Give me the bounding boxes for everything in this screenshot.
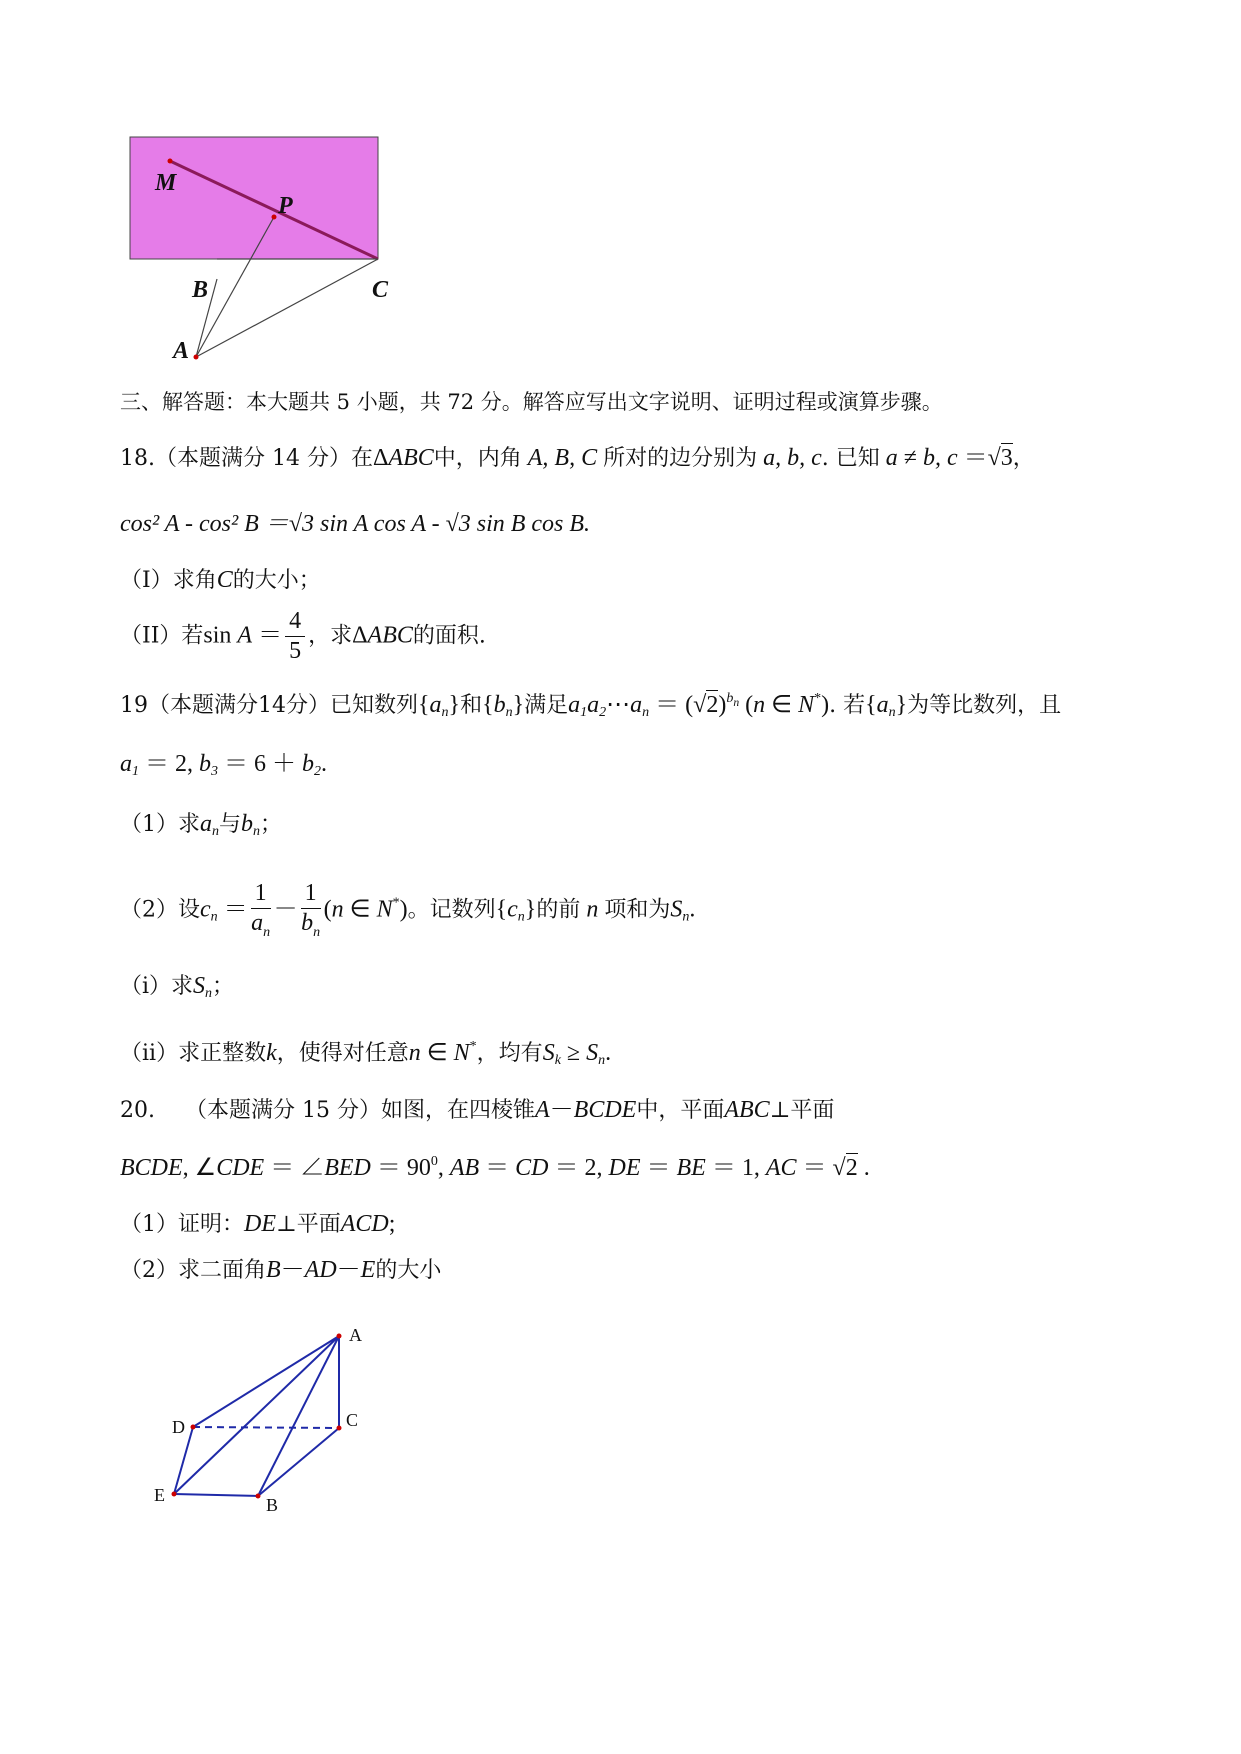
label-B: B xyxy=(192,277,209,303)
point-A xyxy=(194,355,199,360)
label-P: P xyxy=(278,193,293,219)
q20-line1: 20. （本题满分 15 分）如图，在四棱锥A－BCDE中，平面ABC⊥平面 xyxy=(120,1097,835,1123)
label-E: E xyxy=(154,1485,165,1505)
edge-EB xyxy=(174,1494,258,1496)
q19-intro: （本题满分14分）已知数列 xyxy=(148,693,418,718)
q19-part2-sum: 的前 xyxy=(536,897,581,923)
q19-label: 19 xyxy=(120,693,148,718)
label-C: C xyxy=(346,1410,359,1430)
q18-part1-tail: 的大小； xyxy=(232,568,321,593)
q20-part1-text: （1）证明： xyxy=(120,1212,244,1237)
q18-part2-mid: ，求 xyxy=(308,623,353,649)
q18-label: 18. xyxy=(120,446,155,471)
edge-AD xyxy=(193,1336,339,1427)
label-C: C xyxy=(372,277,389,303)
q20-line2: BCDE, ∠CDE ＝ ∠BED ＝ $90^0$, AB ＝ CD ＝ 2, DE ＝ BE ＝ 1, AC ＝ √2 . xyxy=(120,1154,870,1181)
q19-part2: （2）设$c_n$ ＝ $\frac{1}{a_n}$ － $\frac{1}{b_n}$ (n ∈ N*)。记数列$\{c_n\}$的前 n 项和为$S_n$. xyxy=(120,880,696,940)
q19-part2i-text: （i）求 xyxy=(120,974,194,999)
q20-part2-text: （2）求二面角 xyxy=(120,1258,266,1283)
q18-part1-text: （I）求角 xyxy=(120,568,217,593)
q19-geo: 为等比数列，且 xyxy=(907,693,1062,718)
q19-satisfy: 满足 xyxy=(524,693,569,718)
q20-label: 20. xyxy=(120,1098,155,1123)
q18-part1: （I）求角C的大小； xyxy=(120,567,321,593)
q19-part2ii-text: （ii）求正整数 xyxy=(120,1041,267,1066)
point-P xyxy=(272,215,277,220)
q19-ruo: . 若 xyxy=(829,693,866,718)
q19-part1-and: 与 xyxy=(219,812,242,837)
q20-part1-mid: ⊥平面 xyxy=(276,1212,341,1237)
q20-mid: 中，平面 xyxy=(636,1098,725,1123)
vertex-D xyxy=(191,1425,196,1430)
q20-part2: （2）求二面角B－AD－E的大小 xyxy=(120,1257,442,1283)
vertex-B xyxy=(256,1494,261,1499)
vertex-C xyxy=(337,1426,342,1431)
label-B: B xyxy=(266,1495,279,1515)
q19-part2i-tail: ； xyxy=(212,974,235,999)
vertex-A xyxy=(337,1334,342,1339)
q19-and: 和 xyxy=(460,693,483,718)
q18-condition: cos² A - cos² B ＝√3 sin A cos A - √3 sin B cos B. xyxy=(120,511,591,537)
q19-part1-text: （1）求 xyxy=(120,812,200,837)
q18-part2-text: （II）若 xyxy=(120,623,204,649)
edge-DC-hidden xyxy=(193,1427,339,1428)
figure-pyramid xyxy=(140,1315,380,1525)
figure-plane-triangle xyxy=(110,125,410,365)
section-heading: 三、解答题：本大题共 5 小题，共 72 分。解答应写出文字说明、证明过程或演算步骤。 xyxy=(120,390,943,414)
edge-AB xyxy=(258,1336,339,1496)
q19-part2ii-mid: ，使得对任意 xyxy=(276,1041,409,1066)
q19-part2-tail: 项和为 xyxy=(604,897,671,923)
vertex-E xyxy=(172,1492,177,1497)
label-A: A xyxy=(349,1325,362,1345)
q19-part2-text: （2）设 xyxy=(120,897,200,923)
edge-AE xyxy=(174,1336,339,1494)
q18-part2: （II）若sin A ＝ $\frac{4}{5}$ ，求ΔABC的面积. xyxy=(120,608,486,664)
q19-part2i: （i）求$S_n$； xyxy=(120,973,235,1001)
q20-perp: ⊥平面 xyxy=(769,1098,835,1123)
q20-part2-tail: 的大小 xyxy=(375,1258,442,1283)
q19-part1-tail: ； xyxy=(260,812,283,837)
q19-part2-mid: 。记数列 xyxy=(407,897,496,923)
point-M xyxy=(168,159,173,164)
label-M: M xyxy=(155,170,177,196)
q19-part2ii: （ii）求正整数k，使得对任意n ∈ N*，均有$S_k \ge S_n$. xyxy=(120,1039,612,1068)
q19-line2: $a_1 = 2$, $b_3 = 6 + b_2$. xyxy=(120,751,327,779)
q18-text2: 所对的边分别为 xyxy=(603,446,758,471)
q20-intro: （本题满分 15 分）如图，在四棱锥 xyxy=(185,1098,535,1123)
q18-text1: 中，内角 xyxy=(433,446,522,471)
label-A: A xyxy=(173,338,190,364)
q20-part1: （1）证明：DE⊥平面ACD; xyxy=(120,1211,396,1237)
label-D: D xyxy=(172,1417,185,1437)
q19-part2ii-mid2: ，均有 xyxy=(476,1041,543,1066)
q18-line1: 18.（本题满分 14 分）在ΔABC中，内角 A, B, C 所对的边分别为 a, b, c. 已知 a ≠ b, c ＝√3， xyxy=(120,445,1035,471)
q18-text3: . 已知 xyxy=(821,446,880,471)
q19-part1: （1）求$a_n$与$b_n$； xyxy=(120,811,283,839)
q18-intro: （本题满分 14 分）在 xyxy=(155,446,373,471)
q18-part2-tail: 的面积. xyxy=(412,623,486,649)
edge-BC xyxy=(258,1428,339,1496)
q19-line1: 19（本题满分14分）已知数列$\{a_n\}$和$\{b_n\}$满足$a_1a_2\cdots a_n = (√2)^{b_n}$ (n ∈ N*). 若$\{a_n\}$为等比数列，且 xyxy=(120,691,1062,720)
